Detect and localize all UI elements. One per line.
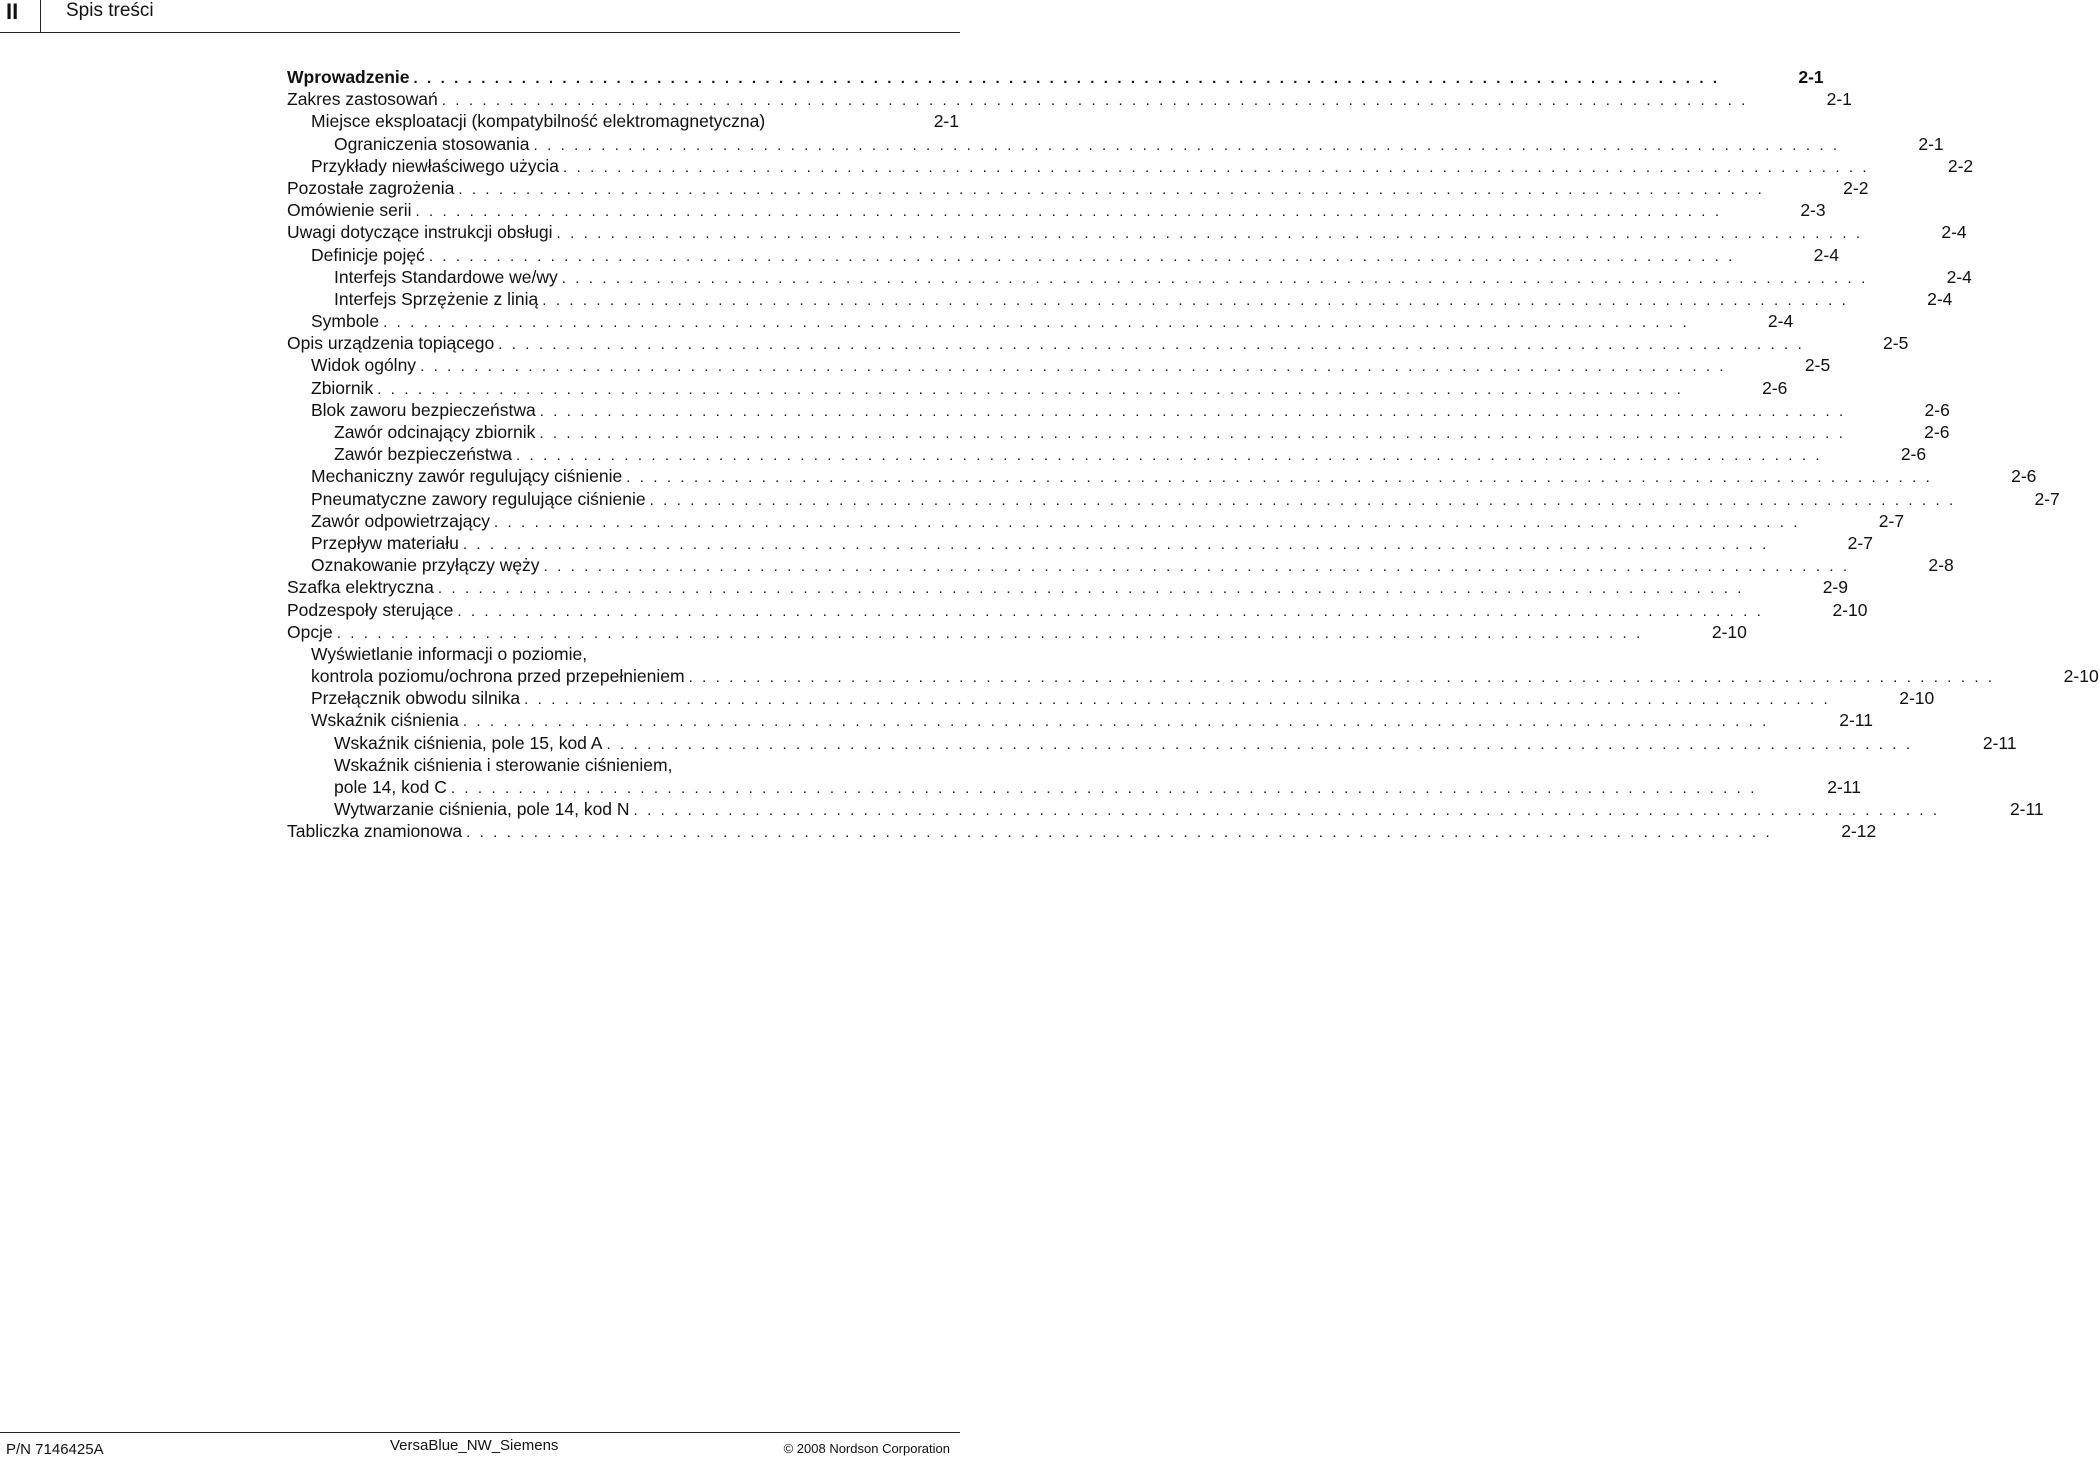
toc-entry[interactable] [287, 732, 2017, 754]
toc-entry-title: Interfejs Standardowe we/wy [334, 266, 558, 287]
dot-leader: . . . . . . . . . . . . . . . . . . . . . . . . . . . . . . . . . . . . . . . . . . . . . . . . . . . . . . . . . . . . . . . . . . . . . . . . . . . . . . . . . . . . . . . . . . . . . . . . . [542, 291, 1849, 309]
dot-leader: . . . . . . . . . . . . . . . . . . . . . . . . . . . . . . . . . . . . . . . . . . . . . . . . . . . . . . . . . . . . . . . . . . . . . . . . . . . . . . . . . . . . . . . . . . . . . . . . . [556, 225, 1863, 243]
toc-entry-title: Interfejs Sprzężenie z linią [334, 288, 539, 309]
toc-entry-page: 2-1 [1826, 89, 1852, 110]
toc-entry-page: 2-6 [2011, 466, 2037, 487]
toc-entry-title: Szafka elektryczna [287, 577, 434, 598]
toc-entry-page: 2-7 [2034, 488, 2060, 509]
toc-entry-title: Zakres zastosowań [287, 89, 438, 110]
toc-entry-title: Mechaniczny zawór regulujący ciśnienie [311, 466, 623, 487]
toc-entry-page: 2-6 [1900, 444, 1927, 465]
toc-entry[interactable] [287, 244, 1839, 266]
toc-entry-page: 2-4 [1767, 311, 1794, 332]
toc-entry-title: Symbole [311, 311, 380, 332]
table-of-contents [287, 66, 2099, 843]
toc-entry[interactable] [287, 310, 1794, 332]
toc-entry-page: 2-11 [1827, 777, 1861, 797]
toc-entry-page: 2-6 [1924, 399, 1950, 420]
footer-rule [0, 1432, 960, 1433]
toc-entry[interactable] [287, 599, 1868, 621]
dot-leader: . . . . . . . . . . . . . . . . . . . . . . . . . . . . . . . . . . . . . . . . . . . . . . . . . . . . . . . . . . . . . . . . . . . . . . . . . . . . . . . . . . . . . . . . . . . . . . . . . [413, 70, 1720, 87]
toc-entry-title: Blok zaworu bezpieczeństwa [311, 399, 536, 420]
toc-entry-title-line: Wskaźnik ciśnienia i sterowanie ciśnieniem, [334, 754, 673, 775]
toc-entry-title: Wytwarzanie ciśnienia, pole 14, kod N [334, 799, 630, 820]
toc-entry[interactable] [287, 510, 1905, 532]
toc-entry-page: 2-7 [1847, 532, 1873, 553]
dot-leader: . . . . . . . . . . . . . . . . . . . . . . . . . . . . . . . . . . . . . . . . . . . . . . . . . . . . . . . . . . . . . . . . . . . . . . . . . . . . . . . . . . . . . . . . . . . . . . . . . [533, 136, 1840, 154]
toc-entry-page: 2-5 [1804, 355, 1831, 376]
dot-leader: . . . . . . . . . . . . . . . . . . . . . . . . . . . . . . . . . . . . . . . . . . . . . . . . . . . . . . . . . . . . . . . . . . . . . . . . . . . . . . . . . . . . . . . . . . . . . . . . . [420, 358, 1727, 376]
dot-leader: . . . . . . . . . . . . . . . . . . . . . . . . . . . . . . . . . . . . . . . . . . . . . . . . . . . . . . . . . . . . . . . . . . . . . . . . . . . . . . . . . . . . . . . . . . . . . . . . . [561, 269, 1868, 287]
dot-leader: . . . . . . . . . . . . . . . . . . . . . . . . . . . . . . . . . . . . . . . . . . . . . . . . . . . . . . . . . . . . . . . . . . . . . . . . . . . . . . . . . . . . . . . . . . . . . . . . . [450, 780, 1757, 797]
toc-entry-page: 2-1 [1798, 67, 1824, 87]
toc-entry[interactable] [287, 377, 1788, 399]
dot-leader: . . . . . . . . . . . . . . . . . . . . . . . . . . . . . . . . . . . . . . . . . . . . . . . . . . . . . . . . . . . . . . . . . . . . . . . . . . . . . . . . . . . . . . . . . . . . . . . . . [383, 314, 1690, 332]
toc-entry[interactable] [287, 709, 1873, 731]
toc-entry-title: Zawór odpowietrzający [311, 510, 490, 531]
toc-entry-title: kontrola poziomu/ochrona przed przepełnieniem [311, 666, 685, 687]
dot-leader: . . . . . . . . . . . . . . . . . . . . . . . . . . . . . . . . . . . . . . . . . . . . . . . . . . . . . . . . . . . . . . . . . . . . . . . . . . . . . . . . . . . . . . . . . . . . . . . . . [543, 558, 1850, 576]
toc-entry-page: 2-1 [933, 111, 959, 132]
toc-entry-page: 2-11 [1982, 732, 2017, 753]
toc-entry-page: 2-10 [1711, 621, 1747, 642]
dot-leader: . . . . . . . . . . . . . . . . . . . . . . . . . . . . . . . . . . . . . . . . . . . . . . . . . . . . . . . . . . . . . . . . . . . . . . . . . . . . . . . . . . . . . . . . . . . . . . . . . [457, 602, 1764, 620]
page-header [0, 0, 960, 36]
toc-entry[interactable] [287, 554, 1954, 576]
header-divider [40, 0, 41, 32]
toc-entry[interactable] [287, 266, 1972, 288]
toc-entry-title: Przykłady niewłaściwego użycia [311, 155, 560, 176]
header-rule [0, 32, 960, 33]
toc-entry[interactable] [287, 288, 1953, 310]
toc-entry[interactable] [287, 687, 1935, 709]
toc-entry-title: Miejsce eksploatacji (kompatybilność elektromagnetyczna) [311, 111, 766, 132]
toc-entry-page: 2-12 [1841, 821, 1877, 842]
toc-entry-title: pole 14, kod C [334, 777, 447, 797]
toc-entry-title: Oznakowanie przyłączy węży [311, 555, 540, 576]
toc-entry-title: Zawór bezpieczeństwa [334, 444, 512, 465]
dot-leader: . . . . . . . . . . . . . . . . . . . . . . . . . . . . . . . . . . . . . . . . . . . . . . . . . . . . . . . . . . . . . . . . . . . . . . . . . . . . . . . . . . . . . . . . . . . . . . . . . [458, 180, 1765, 198]
toc-entry[interactable] [287, 576, 1848, 598]
dot-leader: . . . . . . . . . . . . . . . . . . . . . . . . . . . . . . . . . . . . . . . . . . . . . . . . . . . . . . . . . . . . . . . . . . . . . . . . . . . . . . . . . . . . . . . . . . . . . . . . . [437, 580, 1744, 598]
dot-leader: . . . . . . . . . . . . . . . . . . . . . . . . . . . . . . . . . . . . . . . . . . . . . . . . . . . . . . . . . . . . . . . . . . . . . . . . . . . . . . . . . . . . . . . . . . . . . . . . . [563, 158, 1870, 176]
toc-entry-title: Opis urządzenia topiącego [287, 333, 495, 354]
toc-entry-page: 2-11 [1839, 710, 1873, 731]
dot-leader: . . . . . . . . . . . . . . . . . . . . . . . . . . . . . . . . . . . . . . . . . . . . . . . . . . . . . . . . . . . . . . . . . . . . . . . . . . . . . . . . . . . . . . . . . . . . . . . . . [524, 691, 1831, 709]
toc-entry[interactable] [287, 532, 1873, 554]
toc-entry-title: Widok ogólny [311, 355, 417, 376]
toc-entry[interactable] [287, 177, 1869, 199]
dot-leader: . . . . . . . . . . . . . . . . . . . . . . . . . . . . . . . . . . . . . . . . . . . . . . . . . . . . . . . . . . . . . . . . . . . . . . . . . . . . . . . . . . . . . . . . . . . . . . . . . [462, 713, 1769, 731]
toc-entry-title: Definicje pojęć [311, 244, 425, 265]
document-name: VersaBlue_NW_Siemens [390, 1437, 559, 1454]
toc-entry[interactable] [287, 488, 2060, 510]
toc-entry[interactable] [287, 820, 1877, 842]
toc-entry-title: Uwagi dotyczące instrukcji obsługi [287, 222, 553, 243]
copyright: © 2008 Nordson Corporation [783, 1441, 950, 1456]
toc-entry[interactable] [287, 199, 1826, 221]
toc-entry-title: Tabliczka znamionowa [287, 821, 463, 842]
dot-leader: . . . . . . . . . . . . . . . . . . . . . . . . . . . . . . . . . . . . . . . . . . . . . . . . . . . . . . . . . . . . . . . . . . . . . . . . . . . . . . . . . . . . . . . . . . . . . . . . . [516, 447, 1823, 465]
dot-leader: . . . . . . . . . . . . . . . . . . . . . . . . . . . . . . . . . . . . . . . . . . . . . . . . . . . . . . . . . . . . . . . . . . . . . . . . . . . . . . . . . . . . . . . . . . . . . . . . . [633, 802, 1940, 820]
toc-entry-page: 2-8 [1928, 555, 1954, 576]
toc-entry[interactable] [287, 621, 1747, 643]
dot-leader: . . . . . . . . . . . . . . . . . . . . . . . . . . . . . . . . . . . . . . . . . . . . . . . . . . . . . . . . . . . . . . . . . . . . . . . . . . . . . . . . . . . . . . . . . . . . . . . . . [626, 469, 1933, 487]
dot-leader: . . . . . . . . . . . . . . . . . . . . . . . . . . . . . . . . . . . . . . . . . . . . . . . . . . . . . . . . . . . . . . . . . . . . . . . . . . . . . . . . . . . . . . . . . . . . . . . . . [441, 92, 1748, 110]
toc-entry[interactable] [287, 88, 1852, 110]
toc-entry-title: Ograniczenia stosowania [334, 133, 530, 154]
toc-entry[interactable] [287, 465, 2037, 487]
toc-entry-page: 2-7 [1878, 510, 1905, 531]
toc-entry-page: 2-11 [2009, 799, 2044, 820]
dot-leader: . . . . . . . . . . . . . . . . . . . . . . . . . . . . . . . . . . . . . . . . . . . . . . . . . . . . . . . . . . . . . . . . . . . . . . . . . . . . . . . . . . . . . . . . . . . . . . . . . [428, 247, 1735, 265]
toc-entry-page: 2-5 [1883, 333, 1909, 354]
dot-leader: . . . . . . . . . . . . . . . . . . . . . . . . . . . . . . . . . . . . . . . . . . . . . . . . . . . . . . . . . . . . . . . . . . . . . . . . . . . . . . . . . . . . . . . . . . . . . . . . . [539, 402, 1846, 420]
dot-leader: . . . . . . . . . . . . . . . . . . . . . . . . . . . . . . . . . . . . . . . . . . . . . . . . . . . . . . . . . . . . . . . . . . . . . . . . . . . . . . . . . . . . . . . . . . . . . . . . . [493, 513, 1801, 531]
toc-entry[interactable] [287, 798, 2044, 820]
toc-entry-page: 2-4 [1813, 244, 1839, 265]
dot-leader: . . . . . . . . . . . . . . . . . . . . . . . . . . . . . . . . . . . . . . . . . . . . . . . . . . . . . . . . . . . . . . . . . . . . . . . . . . . . . . . . . . . . . . . . . . . . . . . . . [336, 624, 1643, 642]
toc-entry[interactable] [287, 155, 1974, 177]
dot-leader: . . . . . . . . . . . . . . . . . . . . . . . . . . . . . . . . . . . . . . . . . . . . . . . . . . . . . . . . . . . . . . . . . . . . . . . . . . . . . . . . . . . . . . . . . . . . . . . . . [462, 535, 1769, 553]
toc-entry-page: 2-6 [1924, 422, 1950, 442]
toc-entry-title: Zbiornik [311, 377, 374, 398]
toc-entry-page: 2-6 [1762, 377, 1788, 398]
toc-entry[interactable] [287, 643, 2099, 687]
dot-leader: . . . . . . . . . . . . . . . . . . . . . . . . . . . . . . . . . . . . . . . . . . . . . . . . . . . . . . . . . . . . . . . . . . . . . . . . . . . . . . . . . . . . . . . . . . . . . . . . . [539, 425, 1846, 442]
toc-entry[interactable] [287, 443, 1927, 465]
dot-leader: . . . . . . . . . . . . . . . . . . . . . . . . . . . . . . . . . . . . . . . . . . . . . . . . . . . . . . . . . . . . . . . . . . . . . . . . . . . . . . . . . . . . . . . . . . . . . . . . . [466, 824, 1773, 842]
toc-entry-title: Wskaźnik ciśnienia, pole 15, kod A [334, 732, 603, 753]
toc-entry[interactable] [287, 221, 1967, 243]
toc-entry-title: Przełącznik obwodu silnika [311, 688, 521, 709]
toc-entry-title: Przepływ materiału [311, 532, 459, 553]
toc-entry[interactable] [287, 133, 1944, 155]
toc-entry-title: Pozostałe zagrożenia [287, 177, 455, 198]
dot-leader: . . . . . . . . . . . . . . . . . . . . . . . . . . . . . . . . . . . . . . . . . . . . . . . . . . . . . . . . . . . . . . . . . . . . . . . . . . . . . . . . . . . . . . . . . . . . . . . . . [606, 735, 1913, 753]
toc-entry[interactable] [287, 421, 1950, 443]
toc-entry-page: 2-1 [1918, 133, 1944, 154]
toc-entry[interactable] [287, 754, 1861, 798]
toc-entry-title: Pneumatyczne zawory regulujące ciśnienie [311, 488, 646, 509]
toc-entry-page: 2-4 [1927, 288, 1953, 309]
toc-entry[interactable] [287, 399, 1950, 421]
toc-entry[interactable] [287, 354, 1831, 376]
toc-entry-title: Zawór odcinający zbiornik [334, 422, 536, 442]
toc-entry-page: 2-10 [1832, 599, 1868, 620]
dot-leader: . . . . . . . . . . . . . . . . . . . . . . . . . . . . . . . . . . . . . . . . . . . . . . . . . . . . . . . . . . . . . . . . . . . . . . . . . . . . . . . . . . . . . . . . . . . . . . . . . [377, 380, 1684, 398]
toc-entry-page: 2-2 [1843, 177, 1869, 198]
toc-entry-page: 2-10 [1899, 688, 1935, 709]
toc-entry-page: 2-3 [1800, 200, 1826, 221]
page-title: Spis treści [66, 0, 154, 21]
toc-entry-page: 2-4 [1941, 222, 1967, 243]
toc-entry-title-line: Wyświetlanie informacji o poziomie, [311, 643, 588, 664]
page-footer [0, 1432, 960, 1461]
toc-entry[interactable] [287, 332, 1909, 354]
dot-leader: . . . . . . . . . . . . . . . . . . . . . . . . . . . . . . . . . . . . . . . . . . . . . . . . . . . . . . . . . . . . . . . . . . . . . . . . . . . . . . . . . . . . . . . . . . . . . . . . . [649, 491, 1956, 509]
dot-leader: . . . . . . . . . . . . . . . . . . . . . . . . . . . . . . . . . . . . . . . . . . . . . . . . . . . . . . . . . . . . . . . . . . . . . . . . . . . . . . . . . . . . . . . . . . . . . . . . . [415, 203, 1722, 221]
toc-entry-title: Wskaźnik ciśnienia [311, 710, 459, 731]
toc-entry[interactable] [287, 66, 1824, 88]
toc-entry-title: Wprowadzenie [287, 67, 410, 87]
toc-entry-page: 2-2 [1947, 155, 1974, 176]
toc-entry-page: 2-10 [2063, 666, 2099, 687]
toc-entry[interactable] [287, 110, 959, 132]
toc-entry-title: Podzespoły sterujące [287, 599, 454, 620]
part-number: P/N 7146425A [6, 1441, 104, 1458]
dot-leader: . . . . . . . . . . . . . . . . . . . . . . . . . . . . . . . . . . . . . . . . . . . . . . . . . . . . . . . . . . . . . . . . . . . . . . . . . . . . . . . . . . . . . . . . . . . . . . . . . [688, 669, 1995, 687]
section-number: II [6, 0, 19, 24]
toc-entry-page: 2-4 [1946, 266, 1972, 287]
dot-leader: . . . . . . . . . . . . . . . . . . . . . . . . . . . . . . . . . . . . . . . . . . . . . . . . . . . . . . . . . . . . . . . . . . . . . . . . . . . . . . . . . . . . . . . . . . . . . . . . . [498, 336, 1805, 354]
toc-entry-page: 2-9 [1822, 577, 1848, 598]
toc-entry-title: Omówienie serii [287, 200, 412, 221]
toc-entry-title: Opcje [287, 621, 333, 642]
